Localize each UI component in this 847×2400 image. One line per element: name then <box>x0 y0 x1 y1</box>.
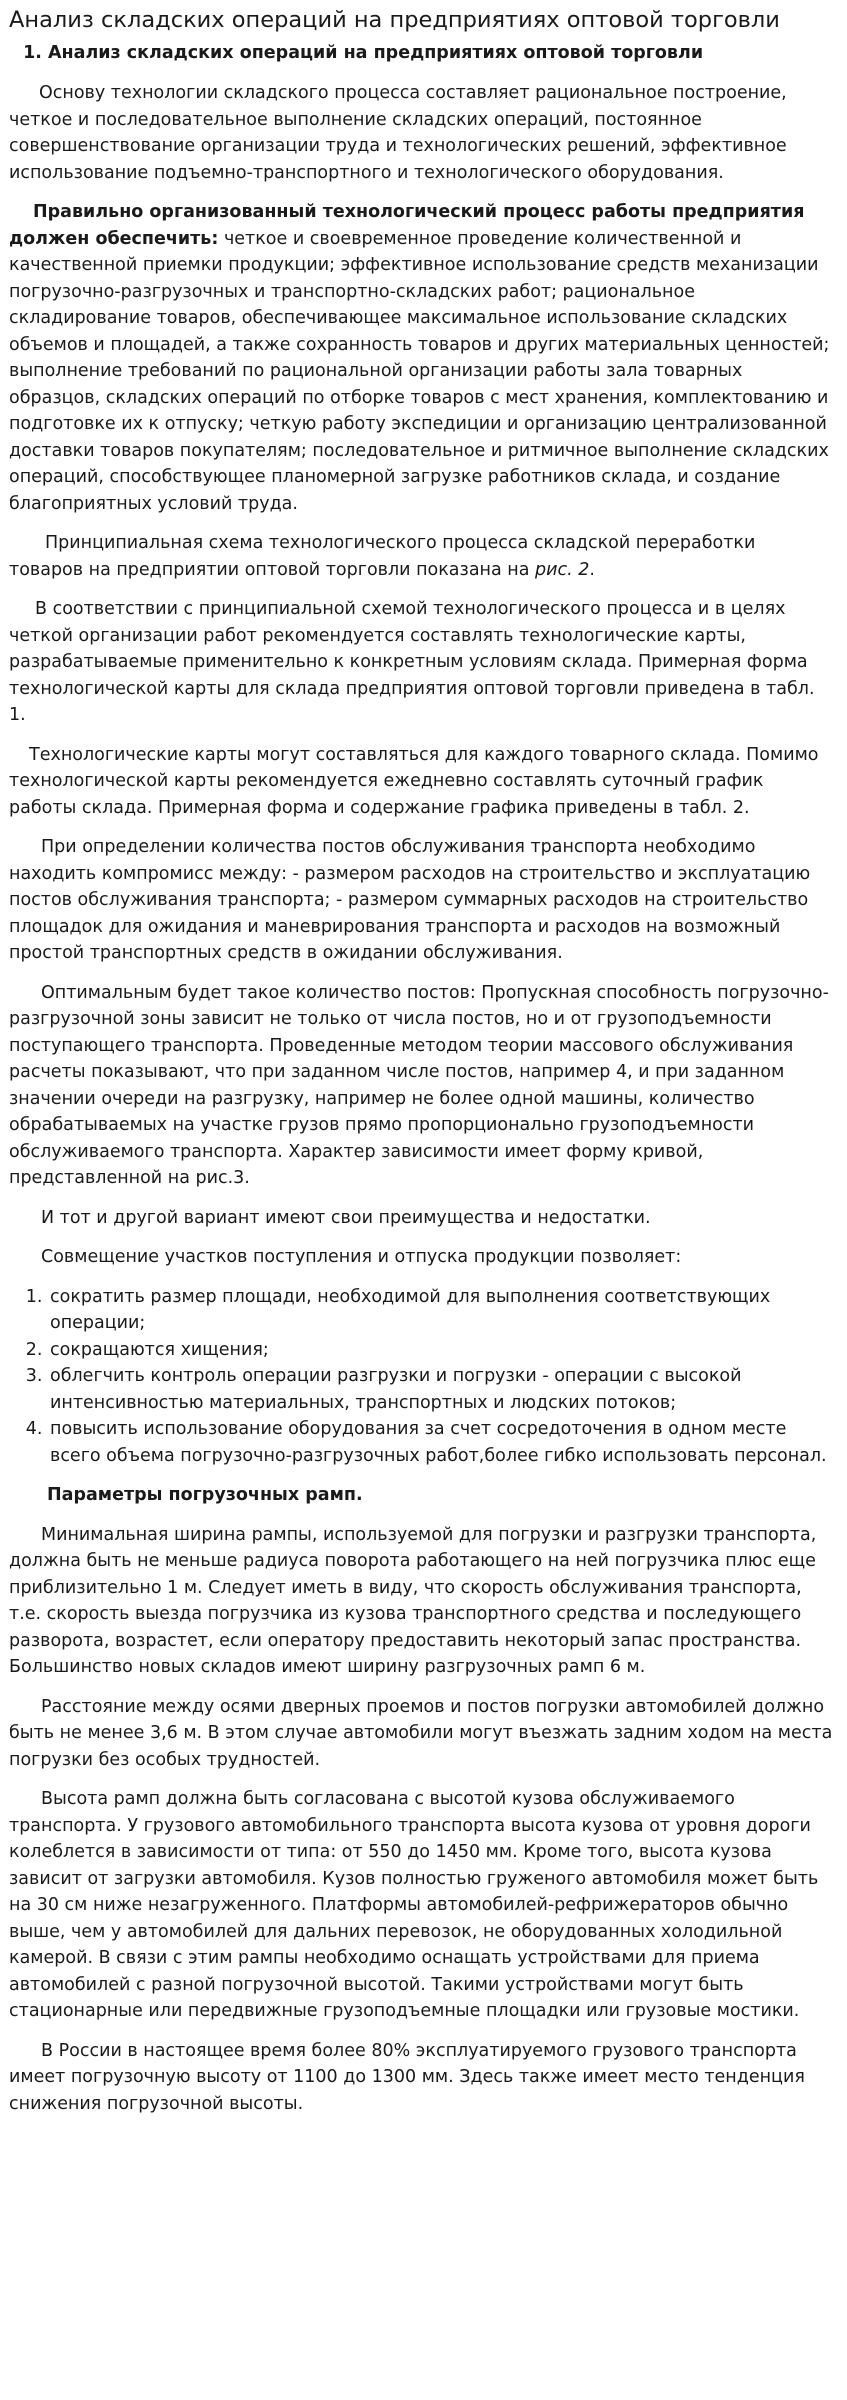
toc-item: 1. Анализ складских операций на предприятиях оптовой торговли <box>48 40 833 66</box>
list-item: 4. повысить использование оборудования за счет сосредоточения в одном месте всего объема погрузочно-разгрузочных работ,более гибко использовать персонал. <box>48 1416 833 1469</box>
paragraph-combined-zones: Совмещение участков поступления и отпуска продукции позволяет: <box>41 1247 682 1267</box>
process-requirements-text: четкое и своевременное проведение количественной и качественной приемки продукции; эффективное использование средств механизации погрузочно-разгрузочных и транспортно-складских работ; рациональное складирование товаров, обеспечивающее максимальное использование складских объемов и площадей, а также сохранность товаров и других материальных ценностей; выполнение требований по рациональной организации работы зала товарных образцов, складских операций по отборке товаров с мест хранения, комплектованию и подготовке их к отпуску; четкую работу экспедиции и организацию централизованной доставки товаров покупателям; последовательное и ритмичное выполнение складских операций, способствующее планомерной загрузке работников склада, и создание благоприятных условий труда. <box>9 228 830 514</box>
table-of-contents <box>9 40 833 66</box>
paragraph-technological-maps: В соответствии с принципиальной схемой технологического процесса и в целях четкой организации работ рекомендуется составлять технологические карты, разрабатываемые применительно к конкретным условиям склада. Примерная форма технологической карты для склада предприятия оптовой торговли приведена в табл. 1. <box>9 599 815 725</box>
figure-reference: рис. 2 <box>535 559 590 580</box>
document-page <box>0 4 847 2117</box>
scheme-reference-text: Принципиальная схема технологического процесса складской переработки товаров на предприятии оптовой торговли показана на <box>9 533 756 580</box>
page-title: Анализ складских операций на предприятиях оптовой торговли <box>9 7 780 33</box>
process-requirements-bold: Правильно организованный технологический процесс работы предприятия должен обеспечить: <box>9 202 805 249</box>
section-heading: Параметры погрузочных рамп. <box>47 1485 363 1505</box>
paragraph-door-spacing: Расстояние между осями дверных проемов и постов погрузки автомобилей должно быть не менее 3,6 м. В этом случае автомобили могут въезжать задним ходом на места погрузки без особых трудностей. <box>9 1696 833 1770</box>
paragraph-ramp-width: Минимальная ширина рампы, используемой для погрузки и разгрузки транспорта, должна быть не меньше радиуса поворота работающего на ней погрузчика плюс еще приблизительно 1 м. Следует иметь в виду, что скорость обслуживания транспорта, т.е. скорость выезда погрузчика из кузова транспортного средства и последующего разворота, возрастет, если оператору предоставить некоторый запас пространства. Большинство новых складов имеют ширину разгрузочных рамп 6 м. <box>9 1524 817 1677</box>
paragraph-daily-schedule: Технологические карты могут составляться для каждого товарного склада. Помимо технологической карты рекомендуется ежедневно составлять суточный график работы склада. Примерная форма и содержание графика приведены в табл. 2. <box>9 744 819 818</box>
paragraph-process-requirements <box>9 199 833 517</box>
benefits-list <box>9 1284 833 1470</box>
list-item: 2. сокращаются хищения; <box>48 1337 833 1364</box>
paragraph-russia-loading-height: В России в настоящее время более 80% эксплуатируемого грузового транспорта имеет погрузочную высоту от 1100 до 1300 мм. Здесь также имеет место тенденция снижения погрузочной высоты. <box>9 2040 805 2114</box>
scheme-reference-end: . <box>589 559 595 580</box>
list-item: 1. сократить размер площади, необходимой для выполнения соответствующих операции; <box>48 1284 833 1337</box>
paragraph-service-posts: При определении количества постов обслуживания транспорта необходимо находить компромисс между: - размером расходов на строительство и эксплуатацию постов обслуживания транспорта; - размером суммарных расходов на строительство площадок для ожидания и маневрирования транспорта и расходов на возможный простой транспортных средств в ожидании обслуживания. <box>9 837 811 963</box>
paragraph-optimal-posts: Оптимальным будет такое количество постов: Пропускная способность погрузочно-разгрузочной зоны зависит не только от числа постов, но и от грузоподъемности поступающего транспорта. Проведенные методом теории массового обслуживания расчеты показывают, что при заданном числе постов, например 4, и при заданном значении очереди на разгрузку, например не более одной машины, количество обрабатываемых на участке грузов прямо пропорционально грузоподъемности обслуживаемого транспорта. Характер зависимости имеет форму кривой, представленной на рис.3. <box>9 982 829 1188</box>
paragraph-variants: И тот и другой вариант имеют свои преимущества и недостатки. <box>41 1207 651 1228</box>
paragraph-technology-basis: Основу технологии складского процесса составляет рациональное построение, четкое и последовательное выполнение складских операций, постоянное совершенствование организации труда и технологических решений, эффективное использование подъемно-транспортного и технологического оборудования. <box>9 83 787 183</box>
paragraph-scheme-reference <box>9 530 833 583</box>
paragraph-ramp-height: Высота рамп должна быть согласована с высотой кузова обслуживаемого транспорта. У грузового автомобильного транспорта высота кузова от уровня дороги колеблется в зависимости от типа: от 550 до 1450 мм. Кроме того, высота кузова зависит от загрузки автомобиля. Кузов полностью груженого автомобиля может быть на 30 см ниже незагруженного. Платформы автомобилей-рефрижераторов обычно выше, чем у автомобилей для дальних перевозок, не оборудованных холодильной камерой. В связи с этим рампы необходимо оснащать устройствами для приема автомобилей с разной погрузочной высотой. Такими устройствами могут быть стационарные или передвижные грузоподъемные площадки или грузовые мостики. <box>9 1789 819 2021</box>
list-item: 3. облегчить контроль операции разгрузки и погрузки - операции с высокой интенсивностью материальных, транспортных и людских потоков; <box>48 1363 833 1416</box>
